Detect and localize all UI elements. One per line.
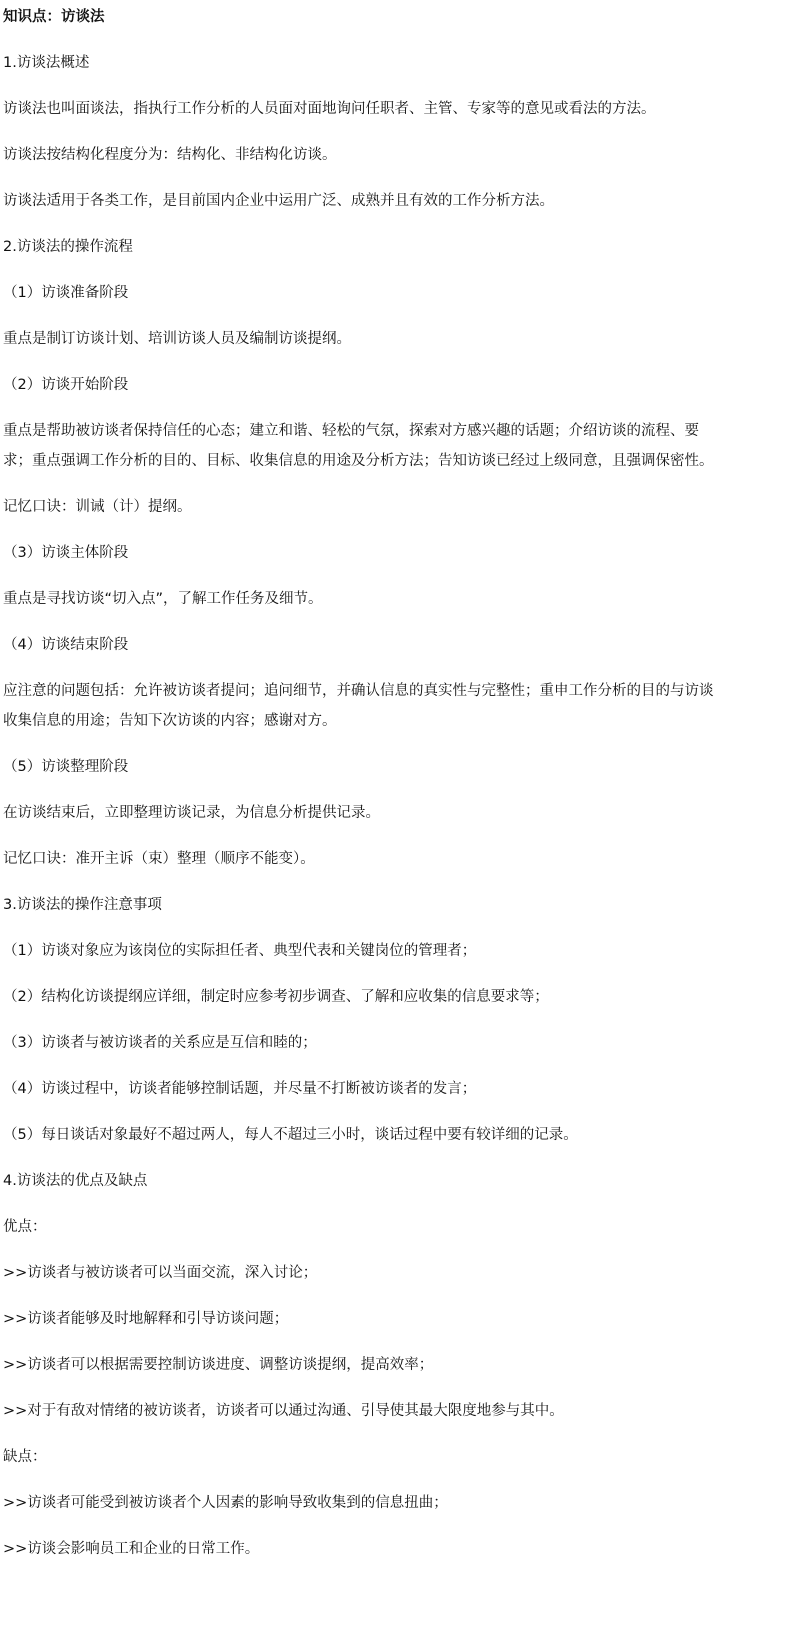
- section-1-heading: 1.访谈法概述: [3, 55, 90, 71]
- step-4-text-line-2: 收集信息的用途；告知下次访谈的内容；感谢对方。: [3, 713, 337, 729]
- note-item-2: （2）结构化访谈提纲应详细，制定时应参考初步调查、了解和应收集的信息要求等；: [3, 989, 549, 1005]
- section-1-paragraph-1: 访谈法也叫面谈法，指执行工作分析的人员面对面地询问任职者、主管、专家等的意见或看法的方法。: [3, 101, 656, 117]
- step-2-heading: （2）访谈开始阶段: [3, 377, 129, 393]
- mnemonic-2: 记忆口诀：准开主诉（束）整理（顺序不能变）。: [3, 851, 315, 867]
- note-item-1: （1）访谈对象应为该岗位的实际担任者、典型代表和关键岗位的管理者；: [3, 943, 477, 959]
- section-1-paragraph-3: 访谈法适用于各类工作，是目前国内企业中运用广泛、成熟并且有效的工作分析方法。: [3, 193, 554, 209]
- document-title: 知识点：访谈法: [3, 9, 105, 25]
- section-2-heading: 2.访谈法的操作流程: [3, 239, 133, 255]
- pros-label: 优点：: [3, 1219, 47, 1235]
- pro-item-3: >>访谈者可以根据需要控制访谈进度、调整访谈提纲，提高效率；: [3, 1357, 434, 1373]
- section-3-heading: 3.访谈法的操作注意事项: [3, 897, 162, 913]
- pro-item-4: >>对于有敌对情绪的被访谈者，访谈者可以通过沟通、引导使其最大限度地参与其中。: [3, 1403, 564, 1419]
- note-item-3: （3）访谈者与被访谈者的关系应是互信和睦的；: [3, 1035, 317, 1051]
- step-5-text: 在访谈结束后，立即整理访谈记录，为信息分析提供记录。: [3, 805, 380, 821]
- step-5-heading: （5）访谈整理阶段: [3, 759, 129, 775]
- mnemonic-1: 记忆口诀：训诫（计）提纲。: [3, 499, 192, 515]
- note-item-4: （4）访谈过程中，访谈者能够控制话题，并尽量不打断被访谈者的发言；: [3, 1081, 477, 1097]
- section-4-heading: 4.访谈法的优点及缺点: [3, 1173, 148, 1189]
- pro-item-1: >>访谈者与被访谈者可以当面交流，深入讨论；: [3, 1265, 318, 1281]
- cons-label: 缺点：: [3, 1449, 47, 1465]
- step-4-text-line-1: 应注意的问题包括：允许被访谈者提问；追问细节，并确认信息的真实性与完整性；重申工作分析的目的与访谈: [3, 683, 714, 699]
- step-3-heading: （3）访谈主体阶段: [3, 545, 129, 561]
- con-item-2: >>访谈会影响员工和企业的日常工作。: [3, 1541, 260, 1557]
- step-2-text-line-2: 求；重点强调工作分析的目的、目标、收集信息的用途及分析方法；告知访谈已经过上级同意，且强调保密性。: [3, 453, 714, 469]
- step-3-text: 重点是寻找访谈“切入点”，了解工作任务及细节。: [3, 591, 323, 607]
- step-1-heading: （1）访谈准备阶段: [3, 285, 129, 301]
- step-2-text-line-1: 重点是帮助被访谈者保持信任的心态；建立和谐、轻松的气氛，探索对方感兴趣的话题；介绍访谈的流程、要: [3, 423, 699, 439]
- note-item-5: （5）每日谈话对象最好不超过两人，每人不超过三小时，谈话过程中要有较详细的记录。: [3, 1127, 578, 1143]
- section-1-paragraph-2: 访谈法按结构化程度分为：结构化、非结构化访谈。: [3, 147, 337, 163]
- con-item-1: >>访谈者可能受到被访谈者个人因素的影响导致收集到的信息扭曲；: [3, 1495, 448, 1511]
- step-4-heading: （4）访谈结束阶段: [3, 637, 129, 653]
- pro-item-2: >>访谈者能够及时地解释和引导访谈问题；: [3, 1311, 289, 1327]
- step-1-text: 重点是制订访谈计划、培训访谈人员及编制访谈提纲。: [3, 331, 351, 347]
